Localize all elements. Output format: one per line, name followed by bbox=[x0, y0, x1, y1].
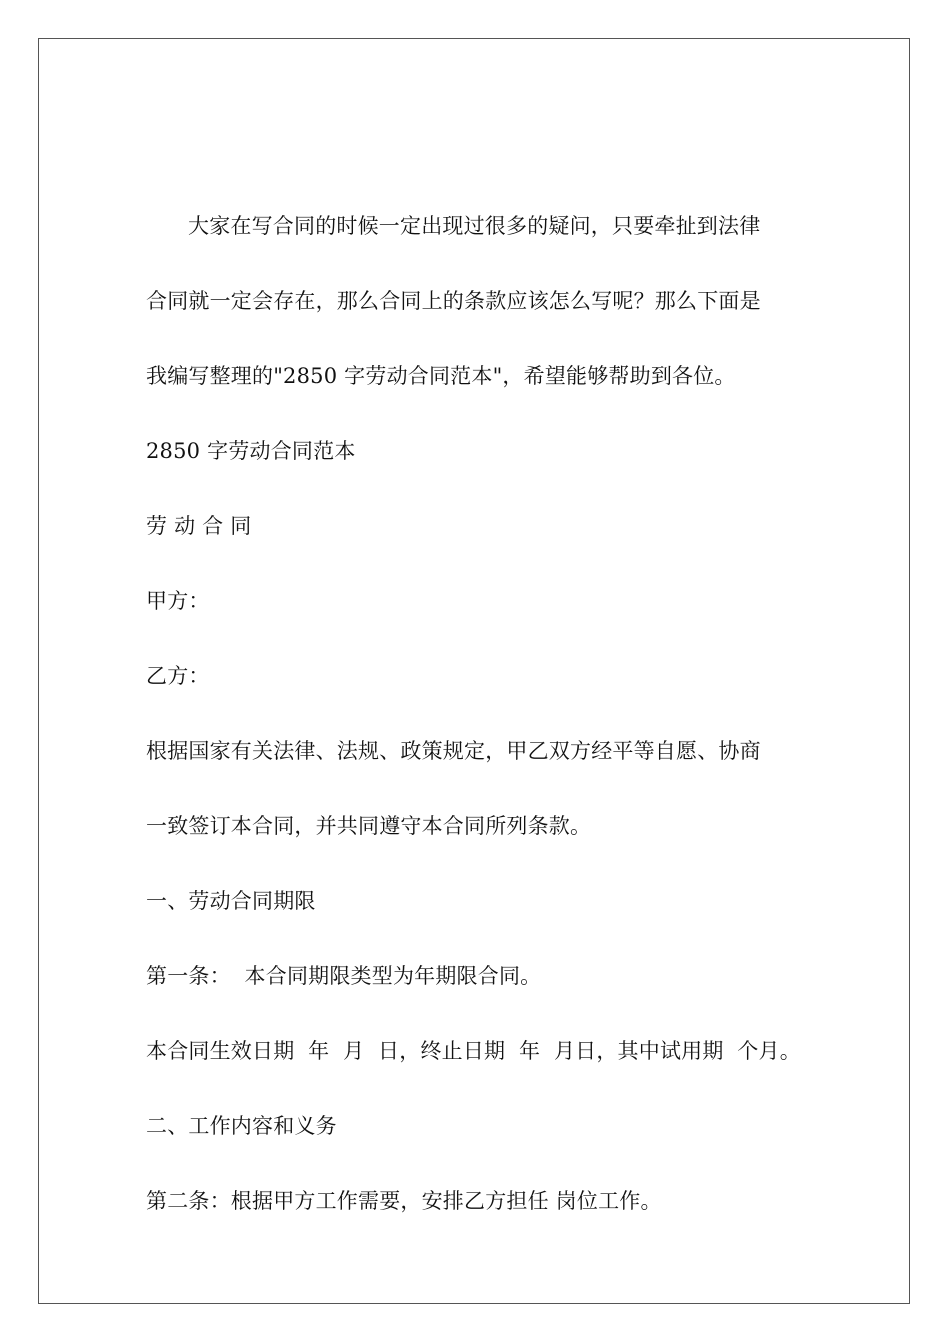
section-1-heading: 一、劳动合同期限 bbox=[146, 889, 316, 913]
intro-paragraph-line-1: 大家在写合同的时候一定出现过很多的疑问，只要牵扯到法律 bbox=[188, 214, 761, 238]
contract-heading: 劳 动 合 同 bbox=[146, 514, 252, 538]
document-title: 2850 字劳动合同范本 bbox=[146, 439, 356, 463]
intro-paragraph-line-3: 我编写整理的"2850 字劳动合同范本"，希望能够帮助到各位。 bbox=[146, 364, 736, 388]
article-1: 第一条： 本合同期限类型为年期限合同。 bbox=[146, 964, 542, 988]
party-b-label: 乙方： bbox=[146, 664, 210, 688]
preamble-line-2: 一致签订本合同，并共同遵守本合同所列条款。 bbox=[146, 814, 592, 838]
intro-paragraph-line-2: 合同就一定会存在，那么合同上的条款应该怎么写呢？那么下面是 bbox=[146, 289, 761, 313]
article-1-dates: 本合同生效日期 年 月 日，终止日期 年 月日，其中试用期 个月。 bbox=[146, 1039, 801, 1063]
article-2: 第二条：根据甲方工作需要，安排乙方担任 岗位工作。 bbox=[146, 1189, 662, 1213]
section-2-heading: 二、工作内容和义务 bbox=[146, 1114, 337, 1138]
preamble-line-1: 根据国家有关法律、法规、政策规定，甲乙双方经平等自愿、协商 bbox=[146, 739, 761, 763]
party-a-label: 甲方： bbox=[146, 589, 210, 613]
